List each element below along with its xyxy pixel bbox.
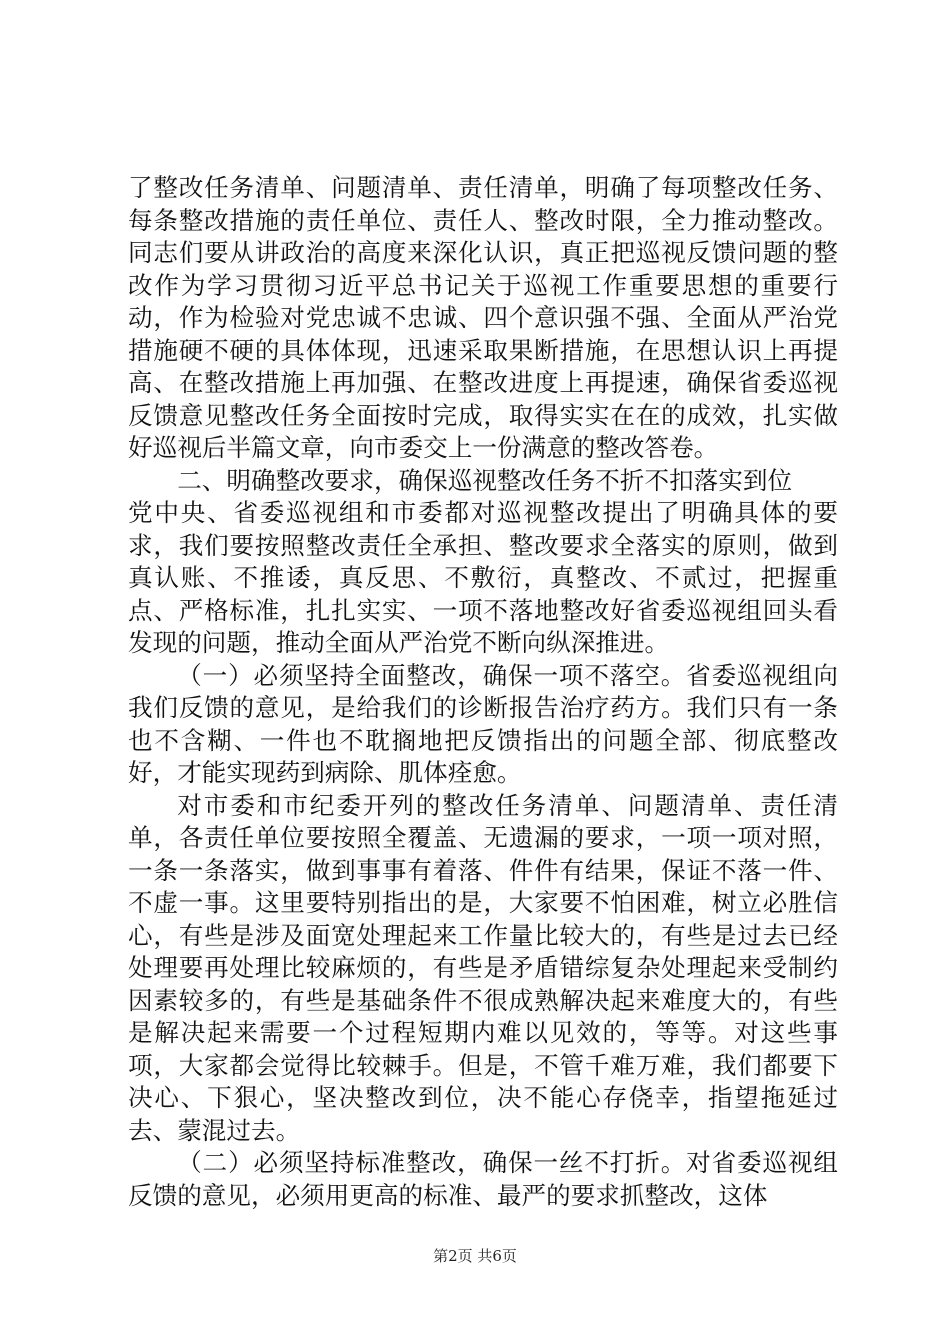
section-heading: 二、明确整改要求，确保巡视整改任务不折不扣落实到位	[177, 465, 793, 495]
paragraph-continuation: 了整改任务清单、问题清单、责任清单，明确了每项整改任务、每条整改措施的责任单位、责任人、整改时限，全力推动整改。同志们要从讲政治的高度来深化认识，真正把巡视反馈问题的整改作为学习贯彻习近平总书记关于巡视工作重要思想的重要行动，作为检验对党忠诚不忠诚、四个意识强不强、全面从严治党措施硬不硬的具体体现，迅速采取果断措施，在思想认识上再提高、在整改措施上再加强、在整改进度上再提速，确保省委巡视反馈意见整改任务全面按时完成，取得实实在在的成效，扎实做好巡视后半篇文章，向市委交上一份满意的整改答卷。	[128, 173, 838, 462]
paragraph-requirements: 党中央、省委巡视组和市委都对巡视整改提出了明确具体的要求，我们要按照整改责任全承担、整改要求全落实的原则，做到真认账、不推诿，真反思、不敷衍，真整改、不贰过，把握重点、严格标准，扎扎实实、一项不落地整改好省委巡视组回头看发现的问题，推动全面从严治党不断向纵深推进。	[128, 498, 838, 657]
document-body	[128, 172, 838, 1212]
paragraph-item-one: （一）必须坚持全面整改，确保一项不落空。省委巡视组向我们反馈的意见，是给我们的诊断报告治疗药方。我们只有一条也不含糊、一件也不耽搁地把反馈指出的问题全部、彻底整改好，才能实现药到病除、肌体痊愈。	[128, 660, 838, 787]
paragraph-item-two: （二）必须坚持标准整改，确保一丝不打折。对省委巡视组反馈的意见，必须用更高的标准、最严的要求抓整改，这体	[128, 1148, 838, 1210]
page-footer: 第2页 共6页	[433, 1247, 517, 1265]
paragraph-task-lists: 对市委和市纪委开列的整改任务清单、问题清单、责任清单，各责任单位要按照全覆盖、无遗漏的要求，一项一项对照，一条一条落实，做到事事有着落、件件有结果，保证不落一件、不虚一事。这里要特别指出的是，大家要不怕困难，树立必胜信心，有些是涉及面宽处理起来工作量比较大的，有些是过去已经处理要再处理比较麻烦的，有些是矛盾错综复杂处理起来受制约因素较多的，有些是基础条件不很成熟解决起来难度大的，有些是解决起来需要一个过程短期内难以见效的，等等。对这些事项，大家都会觉得比较棘手。但是，不管千难万难，我们都要下决心、下狠心，坚决整改到位，决不能心存侥幸，指望拖延过去、蒙混过去。	[128, 790, 838, 1145]
